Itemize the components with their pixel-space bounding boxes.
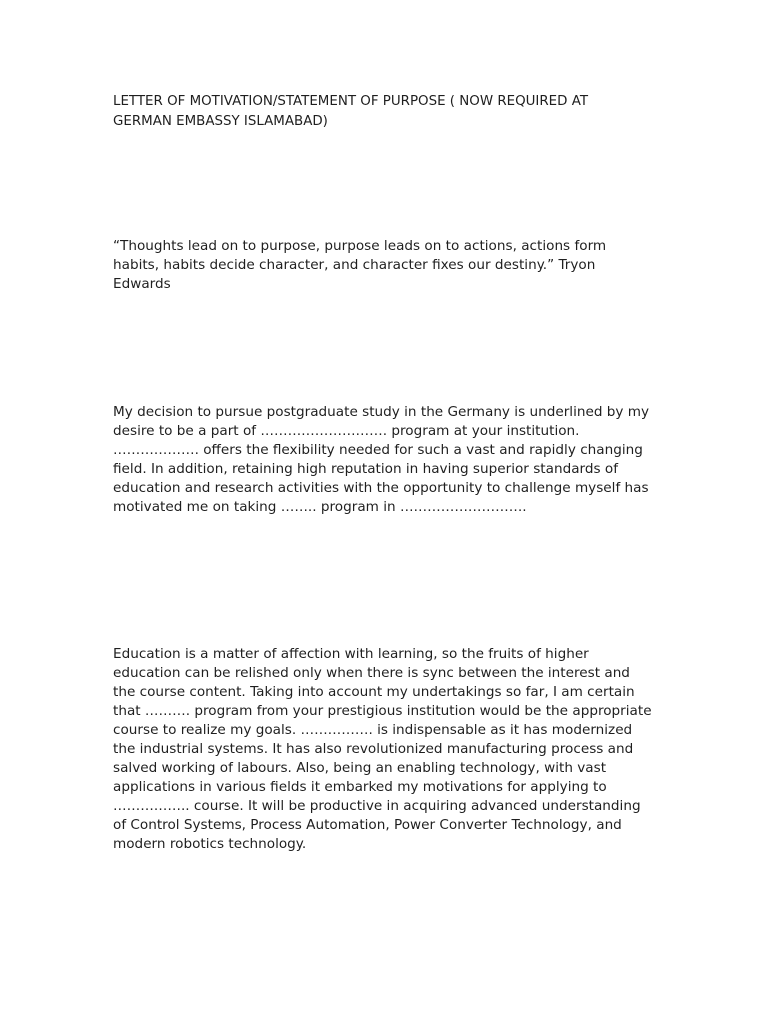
paragraph-2: Education is a matter of affection with learning, so the fruits of higher education can be relished only when there is sync between the interest and the course content. Taking into account my undertakings so far, I am certain that ………. program from your prestigious institution would be the appropriate course to realize my goals. ……………. is indispensable as it has modernized the industrial systems. It has also revolutionized manufacturing process and salved working of labours. Also, being an enabling technology, with vast applications in various fields it embarked my motivations for applying to …………….. course. It will be productive in acquiring advanced understanding of Control Systems, Process Automation, Power Converter Technology, and modern robotics technology. [113, 646, 652, 852]
opening-quote: “Thoughts lead on to purpose, purpose leads on to actions, actions form habits, habits decide character, and character fixes our destiny.” Tryon Edwards [113, 238, 607, 292]
letter-title: LETTER OF MOTIVATION/STATEMENT OF PURPOSE ( NOW REQUIRED AT GERMAN EMBASSY ISLAMABAD) [113, 94, 589, 129]
paragraph-1: My decision to pursue postgraduate study in the Germany is underlined by my desire to be a part of ………………………. program at your institution. ………………. offers the flexibility needed for such a vast and rapidly changing field. In addition, retaining high reputation in having superior standards of education and research activities with the opportunity to challenge myself has motivated me on taking …….. program in ………………………. [113, 404, 650, 515]
